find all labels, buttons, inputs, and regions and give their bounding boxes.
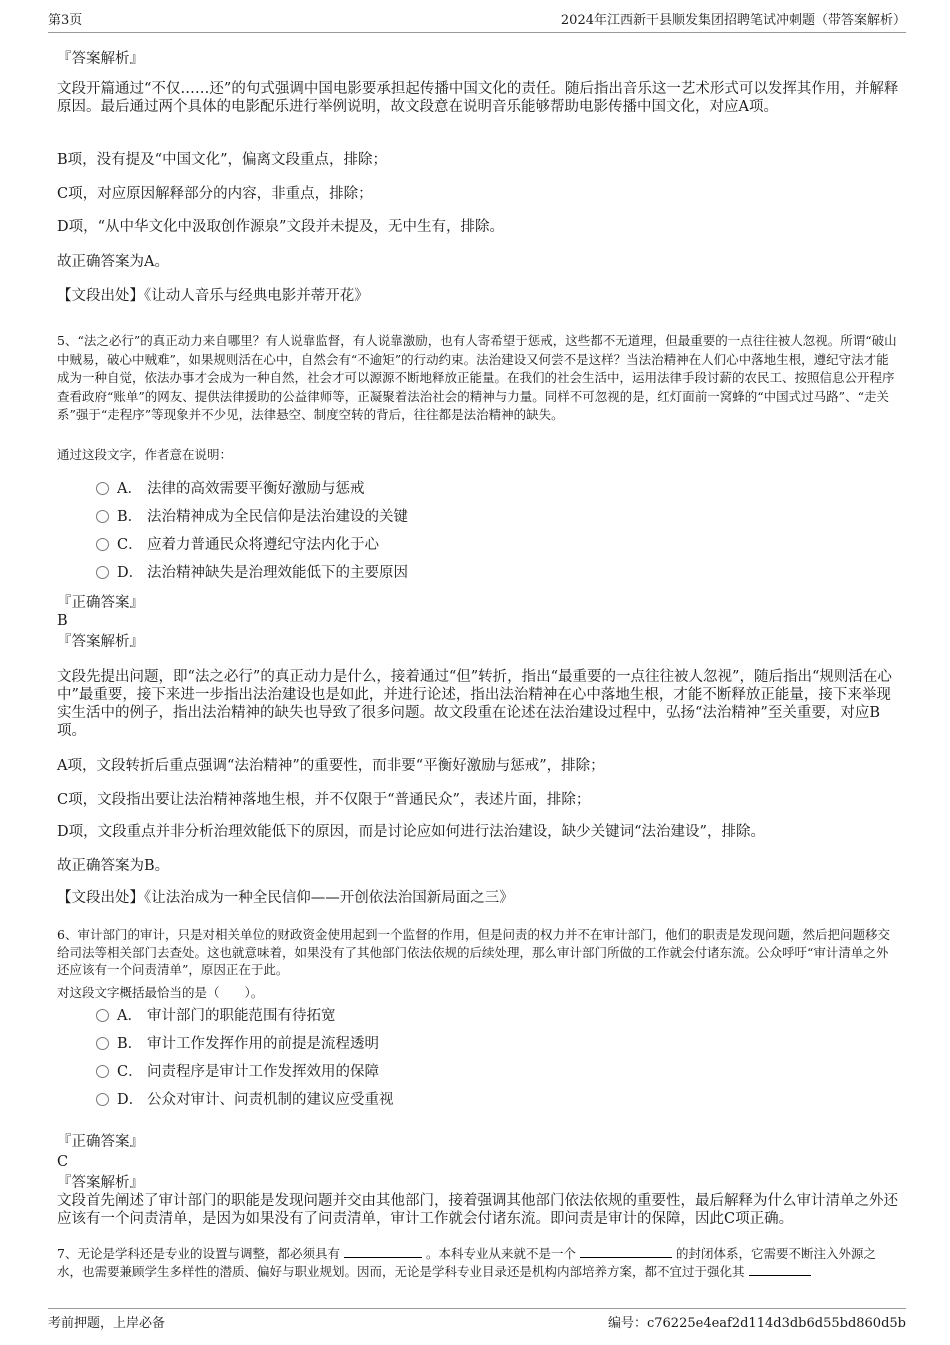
q5-analysis-label: 『答案解析』 [57,634,144,650]
q7-segment-3: 的封闭体系，它需要不断注入外源之水，也需要兼顾学生多样性的潜质、偏好与职业规划。因而，无论是学科专业目录还是机构内部培养方案，都不宜过于强化其 [57,1246,876,1279]
q6-option-a[interactable] [96,1006,336,1026]
code-value: c76225e4eaf2d114d3db6d55bd860d5b [646,1316,906,1331]
q5-option-d[interactable] [96,563,408,583]
option-text: 问责程序是审计工作发挥效用的保障 [147,1064,379,1080]
option-label: C． [117,1064,143,1080]
radio-icon[interactable] [96,1065,109,1078]
option-label: B． [117,509,143,525]
q6-question: 对这段文字概括最恰当的是（ ）。 [57,985,264,1000]
blank-1[interactable] [344,1245,422,1258]
q5-exclusion-a: A项，文段转折后重点强调“法治精神”的重要性，而非要“平衡好激励与惩戒”，排除； [57,758,605,774]
q6-option-c[interactable] [96,1062,379,1082]
q5-stem: 5、“法之必行”的真正动力来自哪里？有人说靠监督，有人说靠激励，也有人寄希望于惩戒，这些都不无道理，但最重要的一点往往被人忽视。所谓“破山中贼易，破心中贼难”，如果规则活在心中，自然会有“不逾矩”的行动约束。法治建设又何尝不是这样？当法治精神在人们心中落地生根，遵纪守法才能成为一种自觉，依法办事才会成为一种自然，社会才可以源源不断地释放正能量。在我们的社会生活中，运用法律手段讨薪的农民工、按照信息公开程序查看政府“账单”的网友、提供法律援助的公益律师等，正凝聚着法治社会的精神与力量。同样不可忽视的是，红灯面前一窝蜂的“中国式过马路”、“走关系”强于“走程序”等现象并不少见，法律悬空、制度空转的背后，往往都是法治精神的缺失。 [57,333,897,422]
q5-exclusion-d: D项，文段重点并非分析治理效能低下的原因，而是讨论应如何进行法治建设，缺少关键词“法治建设”，排除。 [57,824,765,840]
q4-analysis-label: 『答案解析』 [57,51,144,67]
option-text: 审计工作发挥作用的前提是流程透明 [147,1036,379,1052]
q5-analysis-text: 文段先提出问题，即“法之必行”的真正动力是什么，接着通过“但”转折，指出“最重要的一点往往被人忽视”，随后指出“规则活在心中”最重要，接下来进一步指出法治建设也是如此，并进行论述，指出法治精神在心中落地生根，才能不断释放正能量，接下来举现实生活中的例子，指出法治精神的缺失也导致了很多问题。故文段重在论述在法治建设过程中，弘扬“法治精神”至关重要，对应B项。 [57,669,892,739]
page-header [48,12,906,33]
radio-icon[interactable] [96,1009,109,1022]
q6-answer-label: 『正确答案』 [57,1134,144,1150]
q5-conclusion: 故正确答案为B。 [57,858,170,874]
q5-answer-label: 『正确答案』 [57,595,144,611]
option-label: C． [117,537,143,553]
radio-icon[interactable] [96,482,109,495]
option-text: 法治精神缺失是治理效能低下的主要原因 [147,565,408,581]
q4-source: 【文段出处】《让动人音乐与经典电影并蒂开花》 [57,288,369,304]
option-label: B． [117,1036,143,1052]
page-footer [48,1308,906,1333]
option-label: D． [117,1092,144,1108]
q4-exclusion-b: B项，没有提及“中国文化”，偏离文段重点，排除； [57,152,387,168]
option-label: D． [117,565,144,581]
document-title: 2024年江西新干县顺发集团招聘笔试冲刺题（带答案解析） [560,13,906,28]
q5-answer: B [57,613,68,629]
radio-icon[interactable] [96,538,109,551]
code-label: 编号： [607,1316,647,1331]
option-text: 法律的高效需要平衡好激励与惩戒 [147,481,365,497]
blank-3[interactable] [749,1263,811,1276]
q5-option-a[interactable] [96,479,365,499]
q6-answer: C [57,1154,69,1170]
q7-stem [57,1245,899,1280]
option-text: 应着力普通民众将遵纪守法内化于心 [147,537,379,553]
q6-option-b[interactable] [96,1034,379,1054]
option-text: 法治精神成为全民信仰是法治建设的关键 [147,509,408,525]
q4-conclusion: 故正确答案为A。 [57,254,169,270]
radio-icon[interactable] [96,566,109,579]
q5-option-b[interactable] [96,507,408,527]
q5-source: 【文段出处】《让法治成为一种全民信仰——开创依法治国新局面之三》 [57,890,514,906]
option-text: 审计部门的职能范围有待拓宽 [147,1008,336,1024]
radio-icon[interactable] [96,1037,109,1050]
radio-icon[interactable] [96,1093,109,1106]
option-text: 公众对审计、问责机制的建议应受重视 [147,1092,394,1108]
document-code [608,1313,906,1335]
q4-exclusion-d: D项，“从中华文化中汲取创作源泉”文段并未提及，无中生有，排除。 [57,219,504,235]
radio-icon[interactable] [96,510,109,523]
q4-analysis-text: 文段开篇通过“不仅……还”的句式强调中国电影要承担起传播中国文化的责任。随后指出音乐这一艺术形式可以发挥其作用，并解释原因。最后通过两个具体的电影配乐进行举例说明，故文段意在说明音乐能够帮助电影传播中国文化，对应A项。 [57,81,899,115]
q5-question: 通过这段文字，作者意在说明： [57,447,233,462]
q7-segment-1: 7、无论是学科还是专业的设置与调整，都必须具有 [57,1246,340,1261]
option-label: A． [117,1008,142,1024]
q5-option-c[interactable] [96,535,379,555]
q6-analysis-text: 文段首先阐述了审计部门的职能是发现问题并交由其他部门，接着强调其他部门依法依规的重要性，最后解释为什么审计清单之外还应该有一个问责清单，是因为如果没有了问责清单，审计工作就会付诸东流。即问责是审计的保障，因此C项正确。 [57,1193,898,1227]
q6-option-d[interactable] [96,1090,394,1110]
q6-analysis-label: 『答案解析』 [57,1175,144,1191]
q5-exclusion-c: C项，文段指出要让法治精神落地生根，并不仅限于“普通民众”，表述片面，排除； [57,792,591,808]
page-number: 第3页 [48,13,83,28]
q4-exclusion-c: C项，对应原因解释部分的内容，非重点，排除； [57,186,373,202]
footer-slogan: 考前押题，上岸必备 [48,1316,166,1331]
q7-segment-2: 。本科专业从来就不是一个 [425,1246,576,1261]
blank-2[interactable] [580,1245,672,1258]
q6-stem: 6、审计部门的审计，只是对相关单位的财政资金使用起到一个监督的作用，但是问责的权力并不在审计部门，他们的职责是发现问题，然后把问题移交给司法等相关部门去查处。这也就意味着，如果没有了其他部门依法依规的后续处理，那么审计部门所做的工作就会付诸东流。公众呼吁“审计清单之外还应该有一个问责清单”，原因正在于此。 [57,927,890,977]
option-label: A． [117,481,142,497]
